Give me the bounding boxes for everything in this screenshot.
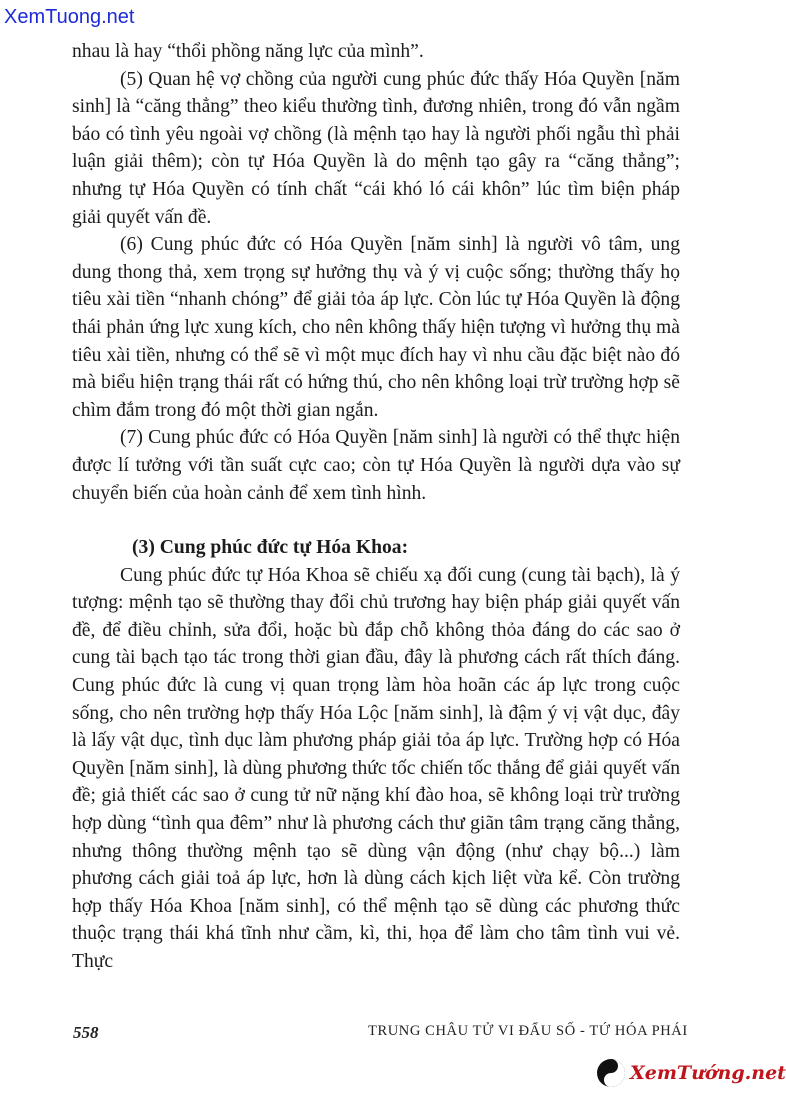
site-watermark[interactable]: XemTuong.net xyxy=(4,6,135,28)
section-gap xyxy=(72,507,680,534)
paragraph-5: (5) Quan hệ vợ chồng của người cung phúc đức thấy Hóa Quyền [năm sinh] là “căng thẳng” theo kiểu thường tình, đương nhiên, trong đó vẫn ngầm báo có tình yêu ngoài vợ chồng (là mệnh tạo hay là người phối ngẫu thì phải luận giải thêm); còn tự Hóa Quyền là do mệnh tạo gây ra “căng thẳng”; nhưng tự Hóa Quyền có tính chất “cái khó ló cái khôn” lúc tìm biện pháp giải quyết vấn đề. xyxy=(72,68,680,228)
running-footer-title: TRUNG CHÂU TỬ VI ĐẨU SỐ - TỨ HÓA PHÁI xyxy=(368,1023,688,1039)
paragraph-7: (7) Cung phúc đức có Hóa Quyền [năm sinh] là người có thể thực hiện được lí tưởng với tần suất cực cao; còn tự Hóa Quyền là người dựa vào sự chuyển biến của hoàn cảnh để xem tình hình. xyxy=(72,427,680,504)
section-heading: (3) Cung phúc đức tự Hóa Khoa: xyxy=(132,537,409,559)
page-number: 558 xyxy=(73,1023,99,1042)
site-logo[interactable] xyxy=(596,1056,786,1090)
body-text xyxy=(72,38,680,976)
paragraph-continued: nhau là hay “thổi phồng năng lực của mình”. xyxy=(72,41,424,62)
yin-yang-icon xyxy=(596,1058,626,1088)
paragraph-6: (6) Cung phúc đức có Hóa Quyền [năm sinh] là người vô tâm, ung dung thong thả, xem trọng sự hưởng thụ và ý vị cuộc sống; thường thấy họ tiêu xài tiền “nhanh chóng” để giải tỏa áp lực. Còn lúc tự Hóa Quyền là động thái phản ứng lực xung kích, cho nên không thấy hiện tượng vì hưởng thụ mà tiêu xài tiền, nhưng có thể sẽ vì một mục đích hay vì nhu cầu đặc biệt nào đó mà biểu hiện trạng thái rất có hứng thú, cho nên không loại trừ trường hợp sẽ chìm đắm trong đó một thời gian ngắn. xyxy=(72,234,680,421)
logo-text: XemTướng.net xyxy=(630,1062,786,1084)
section-paragraph: Cung phúc đức tự Hóa Khoa sẽ chiếu xạ đối cung (cung tài bạch), là ý tượng: mệnh tạo sẽ thường thay đổi chủ trương hay biện pháp giải quyết vấn đề, để điều chỉnh, sửa đổi, hoặc bù đắp chỗ không thỏa đáng do các sao ở cung tài bạch tạo tác trong thời gian đầu, đây là phương cách rất thích đáng. Cung phúc đức là cung vị quan trọng làm hòa hoãn các áp lực trong cuộc sống, cho nên trường hợp thấy Hóa Lộc [năm sinh], là đậm ý vị vật dục, đây là lấy vật dục, tình dục làm phương pháp giải tỏa áp lực. Trường hợp có Hóa Quyền [năm sinh], là dùng phương thức tốc chiến tốc thắng để giải quyết vấn đề; giả thiết các sao ở cung tử nữ nặng khí đào hoa, sẽ không loại trừ trường hợp dùng “tình qua đêm” như là phương cách thư giãn tâm trạng căng thẳng, nhưng thông thường mệnh tạo sẽ dùng vận động (như chạy bộ...) làm phương cách giải toả áp lực, hơn là dùng cách kịch liệt vừa kể. Còn trường hợp thấy Hóa Khoa [năm sinh], có thể mệnh tạo sẽ dùng các phương thức thuộc trạng thái khá tĩnh như cầm, kì, thi, họa để làm cho tâm tình vui vẻ. Thực xyxy=(72,564,680,972)
